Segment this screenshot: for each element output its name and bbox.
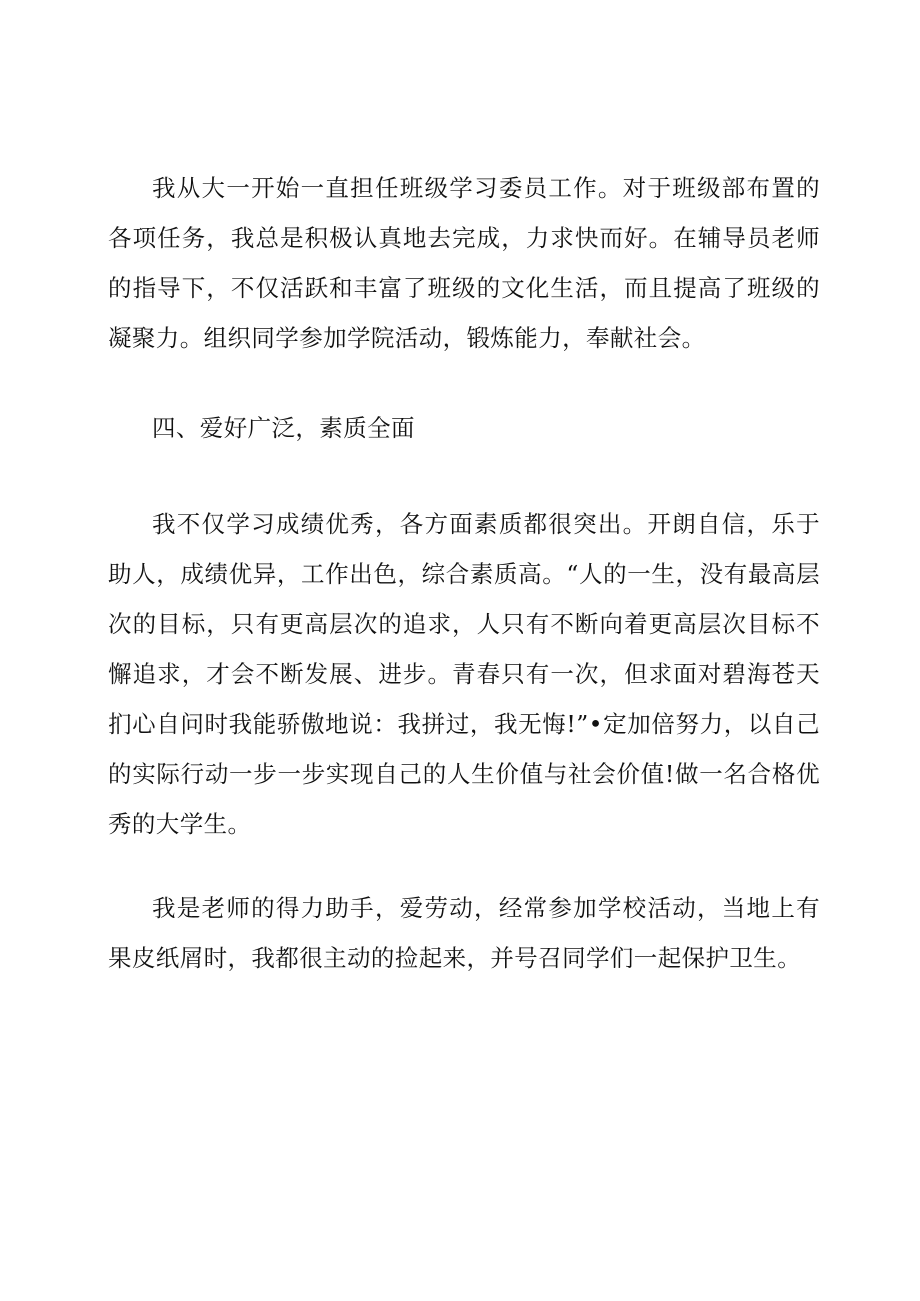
section-heading-hobbies: 四、爱好广泛，素质全面: [152, 414, 415, 442]
paragraph-overall-quality: 我不仅学习成绩优秀，各方面素质都很突出。开朗自信，乐于助人，成绩优异，工作出色，综合素质高。“人的一生，没有最高层次的目标，只有更高层次的追求，人只有不断向着更高层次目标不懈追求，才会不断发展、进步。青春只有一次，但求面对碧海苍天扪心自问时我能骄傲地说：我拼过，我无悔!”•定加倍努力，以自己的实际行动一步一步实现自己的人生价值与社会价值!做一名合格优秀的大学生。: [108, 510, 820, 838]
paragraph-class-committee-work: 我从大一开始一直担任班级学习委员工作。对于班级部布置的各项任务，我总是积极认真地去完成，力求快而好。在辅导员老师的指导下，不仅活跃和丰富了班级的文化生活，而且提高了班级的凝聚力。组织同学参加学院活动，锻炼能力，奉献社会。: [108, 174, 820, 352]
paragraph-teacher-assistant: 我是老师的得力助手，爱劳动，经常参加学校活动，当地上有果皮纸屑时，我都很主动的捡起来，并号召同学们一起保护卫生。: [108, 894, 820, 972]
